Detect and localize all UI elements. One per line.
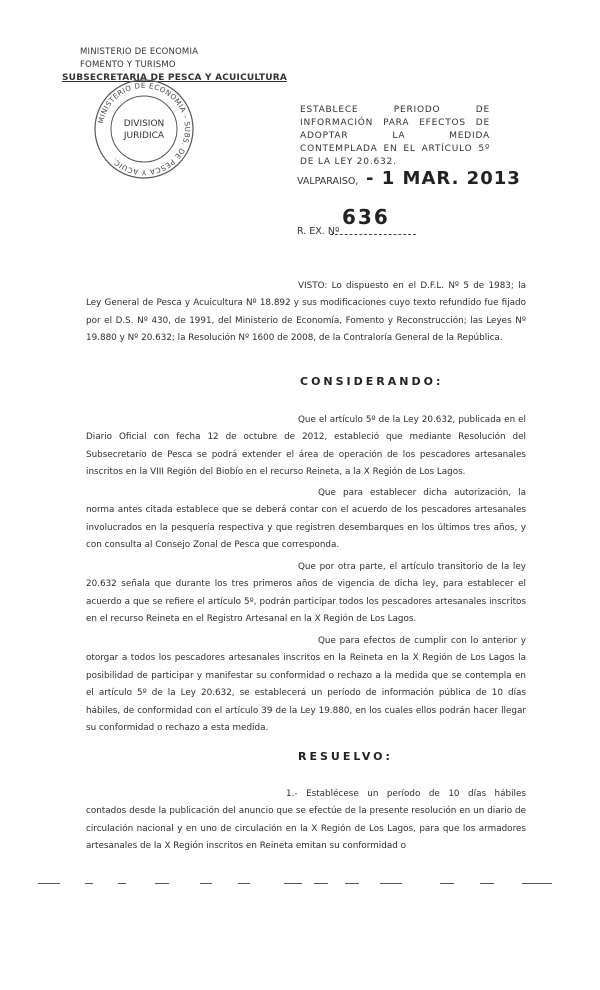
footer-mark [314, 883, 328, 884]
resolution-number-line [330, 234, 416, 235]
letterhead-ministry: MINISTERIO DE ECONOMIA [80, 47, 199, 57]
considerando-2: Que para establecer dicha autorización, la norma antes citada establece que se deberá contar con el acuerdo de los pescadores artesanales involucrados en la pesquería respectiva y que registren desembarques en los últimos tres años, y con consulta al Consejo Zonal de Pesca que corresponda. [86, 488, 526, 551]
footer-mark [522, 883, 552, 884]
resolution-subject: ESTABLECE PERIODO DE INFORMACIÓN PARA EFECTOS DE ADOPTAR LA MEDIDA CONTEMPLADA EN EL ARTÍCULO 5º DE LA LEY 20.632. [300, 105, 490, 167]
resolution-label: R. EX. Nº [297, 226, 340, 237]
visto-paragraph: VISTO: Lo dispuesto en el D.F.L. Nº 5 de 1983; la Ley General de Pesca y Acuicultura Nº 18.892 y sus modificaciones cuyo texto refundido fue fijado por el D.S. Nº 430, de 1991, del Ministerio de Economía, Fomento y Reconstrucción; las Leyes Nº 19.880 y Nº 20.632; la Resolución Nº 1600 de 2008, de la Contraloría General de la República. [86, 281, 526, 344]
letterhead-ministry-sub: FOMENTO Y TURISMO [80, 60, 176, 70]
letterhead-subsecretaria: SUBSECRETARIA DE PESCA Y ACUICULTURA [62, 73, 288, 83]
stamp-line2: JURIDICA [123, 131, 165, 141]
resuelvo-item-1: 1.- Establécese un período de 10 días hábiles contados desde la publicación del anuncio que se efectúe de la presente resolución en un diario de circulación nacional y en uno de circulación en la X Región de Los Lagos, para que los armadores artesanales de la X Región inscritos en Reineta emitan su conformidad o [86, 789, 526, 852]
footer-mark [284, 883, 302, 884]
considerando-4: Que para efectos de cumplir con lo anterior y otorgar a todos los pescadores artesanales inscritos en la Reineta en la X Región de Los Lagos la posibilidad de participar y manifestar su conformidad o rechazo a la medida que se contempla en el artículo 5º de la Ley 20.632, se establecerá un período de información pública de 10 días hábiles, de conformidad con el artículo 39 de la Ley 19.880, en los cuales ellos podrán hacer llegar su conformidad o rechazo a esta medida. [86, 636, 526, 734]
place: VALPARAISO, [297, 176, 359, 187]
considerando-heading: CONSIDERANDO: [300, 375, 444, 388]
footer-mark [345, 883, 359, 884]
footer-mark [238, 883, 250, 884]
division-juridica-stamp [93, 78, 195, 180]
footer-mark [200, 883, 212, 884]
footer-mark [380, 883, 402, 884]
resuelvo-heading: RESUELVO: [298, 750, 393, 763]
considerando-3: Que por otra parte, el artículo transitorio de la ley 20.632 señala que durante los tres primeros años de vigencia de dicha ley, para establecer el acuerdo a que se refiere el artículo 5º, podrán participar todos los pescadores artesanales inscritos en el recurso Reineta en el Registro Artesanal en la X Región de Los Lagos. [86, 562, 526, 625]
stamp-ring-text: MINISTERIO DE ECONOMIA - SUBS. DE PESCA Y ACUIC. [96, 80, 193, 178]
stamp-line1: DIVISION [123, 119, 165, 129]
footer-mark [440, 883, 454, 884]
resolution-date: - 1 MAR. 2013 [366, 168, 521, 189]
footer-mark [480, 883, 494, 884]
footer-mark [38, 883, 60, 884]
footer-mark [155, 883, 169, 884]
footer-mark [118, 883, 126, 884]
considerando-1: Que el artículo 5º de la Ley 20.632, publicada en el Diario Oficial con fecha 12 de octubre de 2012, estableció que mediante Resolución del Subsecretario de Pesca se podrá extender el área de operación de los pescadores artesanales inscritos en la VIII Región del Biobío en el recurso Reineta, a la X Región de Los Lagos. [86, 415, 526, 478]
resolution-number: 636 [342, 205, 390, 229]
footer-mark [85, 883, 93, 884]
